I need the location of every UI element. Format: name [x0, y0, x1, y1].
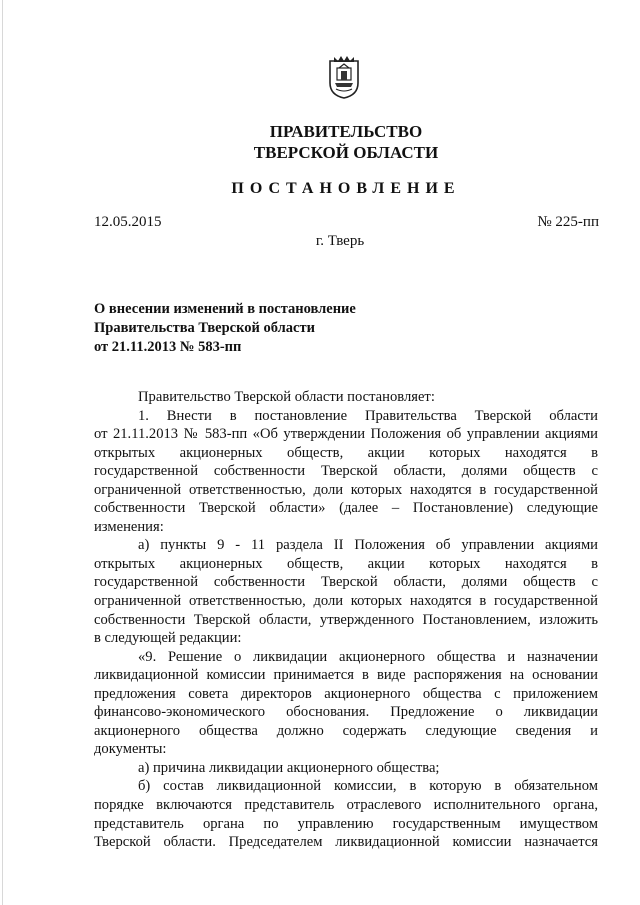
government-name-line2: ТВЕРСКОЙ ОБЛАСТИ [253, 143, 439, 162]
body-line: а) пункты 9 - 11 раздела II Положения об управлении акциями [138, 537, 598, 554]
body-line: порядке включаются представитель отраслевого исполнительного органа, [94, 797, 598, 814]
decree-date: 12.05.2015 [94, 214, 162, 230]
body-line: Тверской области. Председателем ликвидационной комиссии назначается [94, 834, 598, 851]
body-line: ликвидационной комиссии принимается в виде распоряжения на основании [94, 667, 598, 684]
body-line: изменения: [94, 518, 164, 535]
body-line: ограниченной ответственностью, доли которых находятся в государственной [94, 481, 598, 498]
body-line: собственности Тверской области, утвержденного Постановлением, изложить [94, 611, 598, 628]
government-name-line1: ПРАВИТЕЛЬСТВО [269, 122, 423, 141]
body-line: б) состав ликвидационной комиссии, в которую в обязательном [138, 778, 598, 795]
body-line: акционерного общества должно содержать следующие сведения и [94, 722, 598, 739]
body-line: «9. Решение о ликвидации акционерного общества и назначении [138, 648, 598, 665]
decree-subject [94, 300, 356, 357]
body-line: от 21.11.2013 № 583-пп «Об утверждении Положения об управлении акциями [94, 426, 598, 443]
body-line: государственной собственности Тверской области, долями обществ с [94, 574, 598, 591]
document-type-title: ПОСТАНОВЛЕНИЕ [231, 180, 461, 197]
body-line: ограниченной ответственностью, доли которых находятся в государственной [94, 593, 598, 610]
body-line: государственной собственности Тверской области, долями обществ с [94, 463, 598, 480]
tver-coat-of-arms-icon [328, 55, 360, 99]
body-line: открытых акционерных обществ, акции которых находятся в [94, 555, 598, 572]
body-line: предложения совета директоров акционерного общества с приложением [94, 685, 598, 702]
subject-line: от 21.11.2013 № 583-пп [94, 339, 242, 355]
body-line: собственности Тверской области» (далее – Постановление) следующие [94, 500, 598, 517]
subject-line: О внесении изменений в постановление [94, 301, 356, 317]
decree-number: № 225-пп [537, 214, 599, 230]
body-line: а) причина ликвидации акционерного общества; [138, 759, 440, 776]
body-line: Правительство Тверской области постановляет: [138, 389, 435, 405]
page-edge-line [2, 0, 3, 905]
subject-line: Правительства Тверской области [94, 320, 315, 336]
decree-city: г. Тверь [315, 233, 365, 249]
body-line: 1. Внести в постановление Правительства Тверской области [138, 407, 598, 424]
body-line: представитель органа по управлению государственным имуществом [94, 815, 598, 832]
decree-body [94, 388, 598, 852]
body-line: в следующей редакции: [94, 630, 242, 647]
body-line: финансово-экономического обоснования. Предложение о ликвидации [94, 704, 598, 721]
body-line: документы: [94, 741, 167, 758]
body-line: открытых акционерных обществ, акции которых находятся в [94, 444, 598, 461]
